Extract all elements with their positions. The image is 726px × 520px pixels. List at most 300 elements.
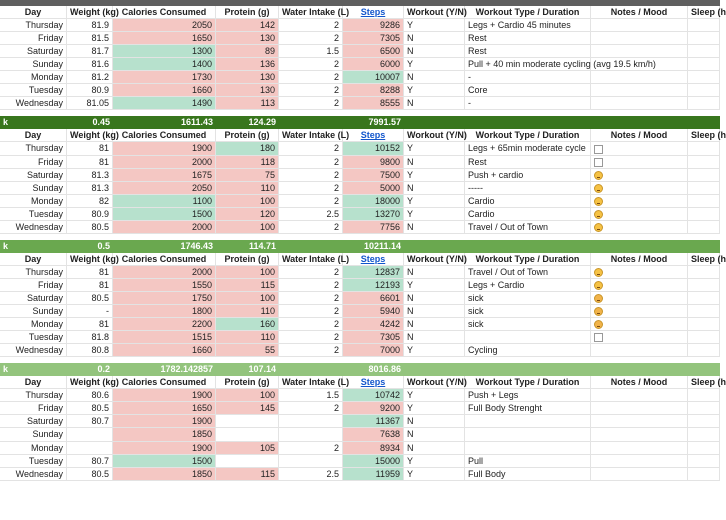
- workout-type-cell[interactable]: Cardio: [465, 195, 591, 207]
- steps-cell[interactable]: 13270: [343, 208, 404, 220]
- workout-type-cell[interactable]: Legs + Cardio: [465, 279, 591, 291]
- steps-cell[interactable]: 9286: [343, 19, 404, 31]
- weight-cell[interactable]: 80.5: [67, 292, 113, 304]
- sleep-cell[interactable]: [688, 402, 720, 414]
- sleep-cell[interactable]: [688, 221, 720, 233]
- steps-cell[interactable]: 7305: [343, 32, 404, 44]
- weight-cell[interactable]: 81.9: [67, 19, 113, 31]
- mood-cell[interactable]: [591, 415, 688, 427]
- protein-cell[interactable]: 145: [216, 402, 279, 414]
- sleep-cell[interactable]: [688, 182, 720, 194]
- water-cell[interactable]: 2: [279, 292, 343, 304]
- table-row: [0, 19, 720, 32]
- workout-flag-cell[interactable]: N: [404, 442, 465, 454]
- day-cell[interactable]: Friday: [0, 279, 67, 291]
- calories-cell[interactable]: 1850: [113, 468, 216, 480]
- workout-flag-cell[interactable]: Y: [404, 468, 465, 480]
- workout-flag-cell[interactable]: Y: [404, 208, 465, 220]
- day-cell[interactable]: Tuesday: [0, 455, 67, 467]
- protein-cell[interactable]: 118: [216, 156, 279, 168]
- calories-cell[interactable]: 2000: [113, 266, 216, 278]
- workout-type-cell[interactable]: Push + Legs: [465, 389, 591, 401]
- workout-type-cell[interactable]: Rest: [465, 156, 591, 168]
- mood-cell[interactable]: [591, 344, 688, 356]
- workout-flag-cell[interactable]: Y: [404, 402, 465, 414]
- calories-cell[interactable]: 1500: [113, 208, 216, 220]
- calories-cell[interactable]: 1900: [113, 142, 216, 154]
- calories-cell[interactable]: 2000: [113, 156, 216, 168]
- workout-flag-cell[interactable]: Y: [404, 84, 465, 96]
- weight-cell[interactable]: 81.6: [67, 58, 113, 70]
- water-cell[interactable]: [279, 428, 343, 440]
- sleep-cell[interactable]: [688, 45, 720, 57]
- day-cell[interactable]: Thursday: [0, 142, 67, 154]
- workout-type-cell[interactable]: [465, 442, 591, 454]
- checkbox-icon[interactable]: [594, 158, 603, 167]
- protein-cell[interactable]: 130: [216, 84, 279, 96]
- day-cell[interactable]: Sunday: [0, 428, 67, 440]
- day-cell[interactable]: Wednesday: [0, 468, 67, 480]
- day-cell[interactable]: Thursday: [0, 19, 67, 31]
- steps-cell[interactable]: 11367: [343, 415, 404, 427]
- mood-cell[interactable]: [591, 279, 688, 291]
- sleep-cell[interactable]: [688, 195, 720, 207]
- weight-cell[interactable]: -: [67, 305, 113, 317]
- protein-cell[interactable]: 110: [216, 331, 279, 343]
- steps-cell[interactable]: 11959: [343, 468, 404, 480]
- workout-type-cell[interactable]: [465, 415, 591, 427]
- day-cell[interactable]: Sunday: [0, 182, 67, 194]
- workout-flag-cell[interactable]: N: [404, 331, 465, 343]
- workout-type-cell[interactable]: Rest: [465, 32, 591, 44]
- mood-cell[interactable]: [591, 468, 688, 480]
- steps-cell[interactable]: 9200: [343, 402, 404, 414]
- calories-cell[interactable]: 2000: [113, 221, 216, 233]
- calories-cell[interactable]: 1500: [113, 455, 216, 467]
- workout-flag-cell[interactable]: N: [404, 45, 465, 57]
- workout-type-cell[interactable]: Full Body Strenght: [465, 402, 591, 414]
- summary-avg-protein: 124.29: [248, 117, 276, 128]
- mood-cell[interactable]: [591, 19, 688, 31]
- workout-type-cell[interactable]: Core: [465, 84, 591, 96]
- sleep-cell[interactable]: [688, 468, 720, 480]
- water-cell[interactable]: 2: [279, 344, 343, 356]
- water-cell[interactable]: 2: [279, 58, 343, 70]
- day-cell[interactable]: Saturday: [0, 45, 67, 57]
- protein-cell[interactable]: 142: [216, 19, 279, 31]
- water-cell[interactable]: 2: [279, 142, 343, 154]
- steps-header-link[interactable]: Steps: [360, 130, 386, 141]
- day-cell[interactable]: Saturday: [0, 415, 67, 427]
- table-row: [0, 71, 720, 84]
- protein-cell[interactable]: 100: [216, 266, 279, 278]
- steps-cell[interactable]: 8555: [343, 97, 404, 109]
- day-cell[interactable]: Wednesday: [0, 221, 67, 233]
- mood-cell[interactable]: [591, 266, 688, 278]
- workout-flag-cell[interactable]: N: [404, 71, 465, 83]
- water-cell[interactable]: 2: [279, 442, 343, 454]
- workout-flag-cell[interactable]: N: [404, 182, 465, 194]
- calories-cell[interactable]: 1850: [113, 428, 216, 440]
- water-cell[interactable]: 2.5: [279, 208, 343, 220]
- sleep-cell[interactable]: [688, 97, 720, 109]
- workout-type-cell[interactable]: Legs + 65min moderate cycle: [465, 142, 591, 154]
- summary-label: k: [3, 240, 9, 251]
- workout-type-cell[interactable]: sick: [465, 292, 591, 304]
- sleep-cell[interactable]: [688, 58, 720, 70]
- workout-flag-cell[interactable]: Y: [404, 344, 465, 356]
- protein-cell[interactable]: 180: [216, 142, 279, 154]
- workout-type-cell[interactable]: -: [465, 97, 591, 109]
- header-workout: Workout (Y/N): [404, 6, 465, 18]
- sleep-cell[interactable]: [688, 331, 720, 343]
- protein-cell[interactable]: 100: [216, 389, 279, 401]
- mood-cell[interactable]: [591, 208, 688, 220]
- workout-flag-cell[interactable]: N: [404, 318, 465, 330]
- day-cell[interactable]: Friday: [0, 156, 67, 168]
- sleep-cell[interactable]: [688, 318, 720, 330]
- steps-cell[interactable]: 8934: [343, 442, 404, 454]
- summary-label: k: [3, 364, 9, 375]
- weight-cell[interactable]: 80.5: [67, 221, 113, 233]
- day-cell[interactable]: Sunday: [0, 305, 67, 317]
- weight-cell[interactable]: 81: [67, 266, 113, 278]
- workout-flag-cell[interactable]: Y: [404, 142, 465, 154]
- calories-cell[interactable]: 1515: [113, 331, 216, 343]
- workout-type-cell[interactable]: Rest: [465, 45, 591, 57]
- water-cell[interactable]: 1.5: [279, 389, 343, 401]
- protein-cell[interactable]: 100: [216, 292, 279, 304]
- protein-cell[interactable]: 130: [216, 32, 279, 44]
- mood-cell[interactable]: [591, 58, 688, 70]
- sleep-cell[interactable]: [688, 32, 720, 44]
- water-cell[interactable]: 2: [279, 195, 343, 207]
- workout-type-cell[interactable]: Travel / Out of Town: [465, 266, 591, 278]
- mood-cell[interactable]: [591, 455, 688, 467]
- water-cell[interactable]: 2: [279, 331, 343, 343]
- day-cell[interactable]: Monday: [0, 71, 67, 83]
- workout-flag-cell[interactable]: Y: [404, 389, 465, 401]
- water-cell[interactable]: 2: [279, 305, 343, 317]
- water-cell[interactable]: 2: [279, 279, 343, 291]
- steps-cell[interactable]: 7500: [343, 169, 404, 181]
- spreadsheet-grid[interactable]: [0, 6, 726, 481]
- calories-cell[interactable]: 1800: [113, 305, 216, 317]
- weight-cell[interactable]: [67, 428, 113, 440]
- weight-cell[interactable]: 81: [67, 142, 113, 154]
- sleep-cell[interactable]: [688, 71, 720, 83]
- water-cell[interactable]: 1.5: [279, 45, 343, 57]
- protein-cell[interactable]: 113: [216, 97, 279, 109]
- calories-cell[interactable]: 2050: [113, 19, 216, 31]
- workout-type-cell[interactable]: [465, 428, 591, 440]
- weight-cell[interactable]: 81.8: [67, 331, 113, 343]
- sleep-cell[interactable]: [688, 156, 720, 168]
- calories-cell[interactable]: 2050: [113, 182, 216, 194]
- steps-header-link[interactable]: Steps: [360, 377, 386, 388]
- steps-cell[interactable]: 12837: [343, 266, 404, 278]
- sleep-cell[interactable]: [688, 266, 720, 278]
- water-cell[interactable]: 2: [279, 221, 343, 233]
- workout-type-cell[interactable]: Push + cardio: [465, 169, 591, 181]
- calories-cell[interactable]: 1300: [113, 45, 216, 57]
- weight-cell[interactable]: 81.05: [67, 97, 113, 109]
- header-steps[interactable]: [343, 129, 404, 141]
- steps-cell[interactable]: 15000: [343, 455, 404, 467]
- day-cell[interactable]: Thursday: [0, 266, 67, 278]
- calories-cell[interactable]: 1900: [113, 389, 216, 401]
- checkbox-icon[interactable]: [594, 145, 603, 154]
- calories-cell[interactable]: 1650: [113, 402, 216, 414]
- workout-type-cell[interactable]: sick: [465, 305, 591, 317]
- header-steps[interactable]: [343, 376, 404, 388]
- sleep-cell[interactable]: [688, 442, 720, 454]
- day-cell[interactable]: Wednesday: [0, 97, 67, 109]
- protein-cell[interactable]: [216, 428, 279, 440]
- mood-cell[interactable]: [591, 45, 688, 57]
- mood-cell[interactable]: [591, 389, 688, 401]
- calories-cell[interactable]: 1650: [113, 32, 216, 44]
- weight-cell[interactable]: 80.5: [67, 402, 113, 414]
- protein-cell[interactable]: 55: [216, 344, 279, 356]
- day-cell[interactable]: Monday: [0, 195, 67, 207]
- day-cell[interactable]: Friday: [0, 32, 67, 44]
- weight-cell[interactable]: 80.7: [67, 455, 113, 467]
- protein-cell[interactable]: [216, 415, 279, 427]
- calories-cell[interactable]: 1550: [113, 279, 216, 291]
- mood-cell[interactable]: [591, 32, 688, 44]
- sleep-cell[interactable]: [688, 455, 720, 467]
- water-cell[interactable]: 2: [279, 182, 343, 194]
- mood-cell[interactable]: [591, 402, 688, 414]
- calories-cell[interactable]: 1750: [113, 292, 216, 304]
- weight-cell[interactable]: 81: [67, 156, 113, 168]
- sleep-cell[interactable]: [688, 19, 720, 31]
- day-cell[interactable]: Sunday: [0, 58, 67, 70]
- water-cell[interactable]: 2: [279, 402, 343, 414]
- mood-cell[interactable]: [591, 221, 688, 233]
- mood-cell[interactable]: [591, 428, 688, 440]
- workout-type-cell[interactable]: Legs + Cardio 45 minutes: [465, 19, 591, 31]
- water-cell[interactable]: 2: [279, 19, 343, 31]
- mood-cell[interactable]: [591, 195, 688, 207]
- steps-cell[interactable]: 7000: [343, 344, 404, 356]
- calories-cell[interactable]: 1675: [113, 169, 216, 181]
- sleep-cell[interactable]: [688, 428, 720, 440]
- checkbox-icon[interactable]: [594, 333, 603, 342]
- mood-cell[interactable]: [591, 71, 688, 83]
- steps-cell[interactable]: 10152: [343, 142, 404, 154]
- sleep-cell[interactable]: [688, 279, 720, 291]
- protein-cell[interactable]: 100: [216, 195, 279, 207]
- sleep-cell[interactable]: [688, 415, 720, 427]
- steps-cell[interactable]: 5940: [343, 305, 404, 317]
- weight-cell[interactable]: [67, 442, 113, 454]
- sleep-cell[interactable]: [688, 208, 720, 220]
- workout-flag-cell[interactable]: Y: [404, 279, 465, 291]
- steps-cell[interactable]: 9800: [343, 156, 404, 168]
- workout-flag-cell[interactable]: N: [404, 305, 465, 317]
- day-cell[interactable]: Wednesday: [0, 344, 67, 356]
- steps-cell[interactable]: 7305: [343, 331, 404, 343]
- workout-flag-cell[interactable]: N: [404, 97, 465, 109]
- workout-flag-cell[interactable]: N: [404, 415, 465, 427]
- day-cell[interactable]: Thursday: [0, 389, 67, 401]
- steps-cell[interactable]: 6000: [343, 58, 404, 70]
- workout-type-cell[interactable]: sick: [465, 318, 591, 330]
- steps-cell[interactable]: 6500: [343, 45, 404, 57]
- day-cell[interactable]: Friday: [0, 402, 67, 414]
- protein-cell[interactable]: 115: [216, 279, 279, 291]
- steps-cell[interactable]: 6601: [343, 292, 404, 304]
- day-cell[interactable]: Tuesday: [0, 331, 67, 343]
- weight-cell[interactable]: 81.3: [67, 182, 113, 194]
- workout-flag-cell[interactable]: N: [404, 156, 465, 168]
- weight-cell[interactable]: 80.6: [67, 389, 113, 401]
- steps-cell[interactable]: 7638: [343, 428, 404, 440]
- calories-cell[interactable]: 1660: [113, 344, 216, 356]
- protein-cell[interactable]: 110: [216, 305, 279, 317]
- workout-type-cell[interactable]: Travel / Out of Town: [465, 221, 591, 233]
- sleep-cell[interactable]: [688, 389, 720, 401]
- sleep-cell[interactable]: [688, 84, 720, 96]
- calories-cell[interactable]: 1900: [113, 442, 216, 454]
- water-cell[interactable]: 2.5: [279, 468, 343, 480]
- day-cell[interactable]: Monday: [0, 318, 67, 330]
- workout-flag-cell[interactable]: N: [404, 292, 465, 304]
- protein-cell[interactable]: 75: [216, 169, 279, 181]
- header-sleep: Sleep (h: [688, 129, 720, 141]
- mood-cell[interactable]: [591, 156, 688, 168]
- mood-cell[interactable]: [591, 331, 688, 343]
- protein-cell[interactable]: 105: [216, 442, 279, 454]
- water-cell[interactable]: [279, 415, 343, 427]
- workout-flag-cell[interactable]: Y: [404, 169, 465, 181]
- sleep-cell[interactable]: [688, 305, 720, 317]
- header-steps[interactable]: [343, 6, 404, 18]
- steps-cell[interactable]: 7756: [343, 221, 404, 233]
- calories-cell[interactable]: 1900: [113, 415, 216, 427]
- mood-cell[interactable]: [591, 142, 688, 154]
- steps-cell[interactable]: 10007: [343, 71, 404, 83]
- workout-flag-cell[interactable]: Y: [404, 455, 465, 467]
- workout-type-cell[interactable]: -: [465, 71, 591, 83]
- workout-type-cell[interactable]: Cycling: [465, 344, 591, 356]
- workout-type-cell[interactable]: Full Body: [465, 468, 591, 480]
- day-cell[interactable]: Tuesday: [0, 208, 67, 220]
- mood-cell[interactable]: [591, 97, 688, 109]
- header-steps[interactable]: [343, 253, 404, 265]
- weight-cell[interactable]: 80.9: [67, 84, 113, 96]
- mood-cell[interactable]: [591, 84, 688, 96]
- steps-header-link[interactable]: Steps: [360, 7, 386, 17]
- weight-cell[interactable]: 80.7: [67, 415, 113, 427]
- water-cell[interactable]: 2: [279, 32, 343, 44]
- weight-cell[interactable]: 81: [67, 279, 113, 291]
- day-cell[interactable]: Tuesday: [0, 84, 67, 96]
- sleep-cell[interactable]: [688, 169, 720, 181]
- workout-type-cell[interactable]: [465, 331, 591, 343]
- weight-cell[interactable]: 81.5: [67, 32, 113, 44]
- water-cell[interactable]: 2: [279, 169, 343, 181]
- sleep-cell[interactable]: [688, 142, 720, 154]
- mood-cell[interactable]: [591, 442, 688, 454]
- protein-cell[interactable]: 130: [216, 71, 279, 83]
- protein-cell[interactable]: 160: [216, 318, 279, 330]
- steps-header-link[interactable]: Steps: [360, 253, 386, 264]
- water-cell[interactable]: 2: [279, 71, 343, 83]
- workout-type-cell[interactable]: Cardio: [465, 208, 591, 220]
- mood-cell[interactable]: [591, 318, 688, 330]
- steps-cell[interactable]: 10742: [343, 389, 404, 401]
- day-cell[interactable]: Saturday: [0, 169, 67, 181]
- water-cell[interactable]: 2: [279, 266, 343, 278]
- calories-cell[interactable]: 1400: [113, 58, 216, 70]
- protein-cell[interactable]: 136: [216, 58, 279, 70]
- water-cell[interactable]: 2: [279, 318, 343, 330]
- weight-cell[interactable]: 80.8: [67, 344, 113, 356]
- mood-cell[interactable]: [591, 169, 688, 181]
- mood-cell[interactable]: [591, 305, 688, 317]
- workout-flag-cell[interactable]: Y: [404, 195, 465, 207]
- day-cell[interactable]: Saturday: [0, 292, 67, 304]
- weight-cell[interactable]: 81: [67, 318, 113, 330]
- workout-flag-cell[interactable]: N: [404, 428, 465, 440]
- workout-flag-cell[interactable]: N: [404, 266, 465, 278]
- calories-cell[interactable]: 2200: [113, 318, 216, 330]
- smiley-emoji-icon: [594, 210, 603, 219]
- workout-type-cell[interactable]: Pull + 40 min moderate cycling (avg 19.5 km/h): [465, 58, 591, 70]
- steps-cell[interactable]: 4242: [343, 318, 404, 330]
- weight-cell[interactable]: 81.2: [67, 71, 113, 83]
- calories-cell[interactable]: 1490: [113, 97, 216, 109]
- workout-flag-cell[interactable]: Y: [404, 19, 465, 31]
- protein-cell[interactable]: 100: [216, 221, 279, 233]
- calories-cell[interactable]: 1730: [113, 71, 216, 83]
- workout-flag-cell[interactable]: Y: [404, 58, 465, 70]
- steps-cell[interactable]: 12193: [343, 279, 404, 291]
- mood-cell[interactable]: [591, 182, 688, 194]
- protein-cell[interactable]: 110: [216, 182, 279, 194]
- sleep-cell[interactable]: [688, 292, 720, 304]
- water-cell[interactable]: 2: [279, 156, 343, 168]
- calories-cell[interactable]: 1100: [113, 195, 216, 207]
- weight-cell[interactable]: 81.7: [67, 45, 113, 57]
- steps-cell[interactable]: 18000: [343, 195, 404, 207]
- water-cell[interactable]: 2: [279, 84, 343, 96]
- workout-type-cell[interactable]: -----: [465, 182, 591, 194]
- workout-type-cell[interactable]: Pull: [465, 455, 591, 467]
- steps-cell[interactable]: 5000: [343, 182, 404, 194]
- protein-cell[interactable]: 115: [216, 468, 279, 480]
- protein-cell[interactable]: 120: [216, 208, 279, 220]
- protein-cell[interactable]: [216, 455, 279, 467]
- weight-cell[interactable]: 82: [67, 195, 113, 207]
- mood-cell[interactable]: [591, 292, 688, 304]
- workout-flag-cell[interactable]: N: [404, 221, 465, 233]
- weight-cell[interactable]: 81.3: [67, 169, 113, 181]
- protein-cell[interactable]: 89: [216, 45, 279, 57]
- sleep-cell[interactable]: [688, 344, 720, 356]
- water-cell[interactable]: 2: [279, 97, 343, 109]
- workout-flag-cell[interactable]: N: [404, 32, 465, 44]
- steps-cell[interactable]: 8288: [343, 84, 404, 96]
- day-cell[interactable]: Monday: [0, 442, 67, 454]
- water-cell[interactable]: [279, 455, 343, 467]
- weight-cell[interactable]: 80.5: [67, 468, 113, 480]
- weight-cell[interactable]: 80.9: [67, 208, 113, 220]
- calories-cell[interactable]: 1660: [113, 84, 216, 96]
